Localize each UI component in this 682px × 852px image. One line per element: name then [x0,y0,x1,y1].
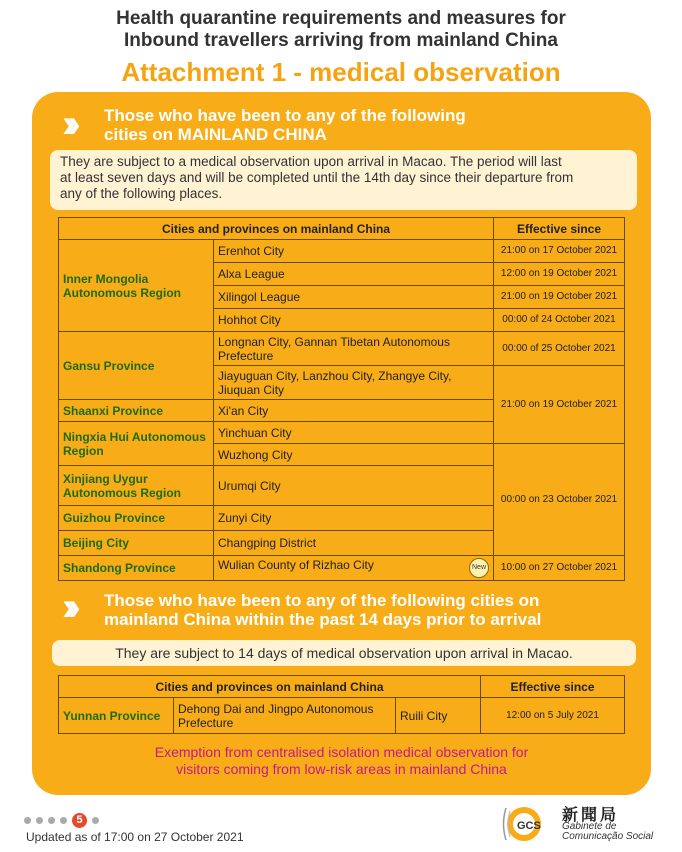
effective-date-cell: 12:00 on 19 October 2021 [494,263,625,286]
city-cell: Urumqi City [214,466,494,506]
section2-title-line1: Those who have been to any of the following cities on [104,591,540,610]
page-dot[interactable] [92,817,99,824]
province-cell: Guizhou Province [59,506,214,531]
exemption-link[interactable] [32,744,651,778]
new-badge: New [469,558,489,578]
city-cell [214,556,494,581]
exemption-line2: visitors coming from low-risk areas in mainland China [176,761,507,777]
city-cell: Zunyi City [214,506,494,531]
column-header-cities: Cities and provinces on mainland China [59,218,494,240]
city-cell: Changping District [214,531,494,556]
logo-portuguese-line1: Gabinete de [562,821,617,832]
effective-date-cell: 10:00 on 27 October 2021 [494,556,625,581]
section1-note-line2: at least seven days and will be completed until the 14th day since their departure from [60,170,574,185]
province-cell: Shandong Province [59,556,214,581]
column-header-cities: Cities and provinces on mainland China [59,676,481,698]
city-cell: Hohhot City [214,309,494,332]
table-row [59,698,625,734]
city-cell: Alxa League [214,263,494,286]
city-cell: Ruili City [396,698,481,734]
province-cell: Shaanxi Province [59,400,214,422]
gcs-logo-icon [500,802,552,846]
province-cell: Gansu Province [59,332,214,400]
effective-date-cell: 21:00 on 19 October 2021 [494,366,625,444]
section1-title-line2: cities on MAINLAND CHINA [104,125,327,144]
double-chevron-icon: ›› [62,102,73,146]
effective-date-cell: 21:00 on 19 October 2021 [494,286,625,309]
table-header-row [59,676,625,698]
effective-date-cell: 00:00 of 24 October 2021 [494,309,625,332]
column-header-effective: Effective since [481,676,625,698]
page-dot[interactable] [48,817,55,824]
gcs-logo [500,802,670,846]
section2-note: They are subject to 14 days of medical observation upon arrival in Macao. [52,640,636,666]
section1-note-line1: They are subject to a medical observation upon arrival in Macao. The period will last [60,154,562,169]
page-title-line2: Inbound travellers arriving from mainland China [124,30,558,51]
table-row [59,556,625,581]
section1-note [50,150,637,210]
table-row [59,240,625,263]
city-cell: Erenhot City [214,240,494,263]
attachment-title: Attachment 1 - medical observation [121,57,561,87]
province-cell: Beijing City [59,531,214,556]
effective-date-cell: 12:00 on 5 July 2021 [481,698,625,734]
effective-date-cell: 21:00 on 17 October 2021 [494,240,625,263]
prefecture-cell: Dehong Dai and Jingpo Autonomous Prefecture [174,698,396,734]
updated-timestamp: Updated as of 17:00 on 27 October 2021 [26,830,244,844]
section1-title-line1: Those who have been to any of the following [104,106,466,125]
gcs-logo-mark-text: GCS [517,820,541,832]
city-cell: Longnan City, Gannan Tibetan Autonomous Prefecture [214,332,494,366]
section2-title-line2: mainland China within the past 14 days prior to arrival [104,610,542,629]
page-dot[interactable] [60,817,67,824]
page-dot[interactable] [24,817,31,824]
city-cell: Jiayuguan City, Lanzhou City, Zhangye City, Jiuquan City [214,366,494,400]
province-cell: Xinjiang Uygur Autonomous Region [59,466,214,506]
city-cell: Xi'an City [214,400,494,422]
section1-note-line3: any of the following places. [60,186,223,201]
table-row [59,332,625,366]
logo-portuguese-line2: Comunicação Social [562,831,654,842]
page-dot[interactable] [36,817,43,824]
province-cell: Ningxia Hui Autonomous Region [59,422,214,466]
page-dot-current[interactable]: 5 [72,813,87,828]
page-indicator [24,812,104,830]
city-cell: Yinchuan City [214,422,494,444]
section1-table [58,217,625,581]
city-cell: Xilingol League [214,286,494,309]
section2-table [58,675,625,734]
column-header-effective: Effective since [494,218,625,240]
double-chevron-icon: ›› [62,585,73,629]
effective-date-cell: 00:00 of 25 October 2021 [494,332,625,366]
effective-date-cell: 00:00 on 23 October 2021 [494,444,625,556]
province-cell: Yunnan Province [59,698,174,734]
logo-chinese-name: 新聞局 [562,807,620,824]
city-name: Wulian County of Rizhao City [218,558,374,572]
table-header-row [59,218,625,240]
province-cell: Inner Mongolia Autonomous Region [59,240,214,332]
page-title-line1: Health quarantine requirements and measures for [116,8,566,29]
city-cell: Wuzhong City [214,444,494,466]
exemption-line1: Exemption from centralised isolation medical observation for [154,744,529,760]
